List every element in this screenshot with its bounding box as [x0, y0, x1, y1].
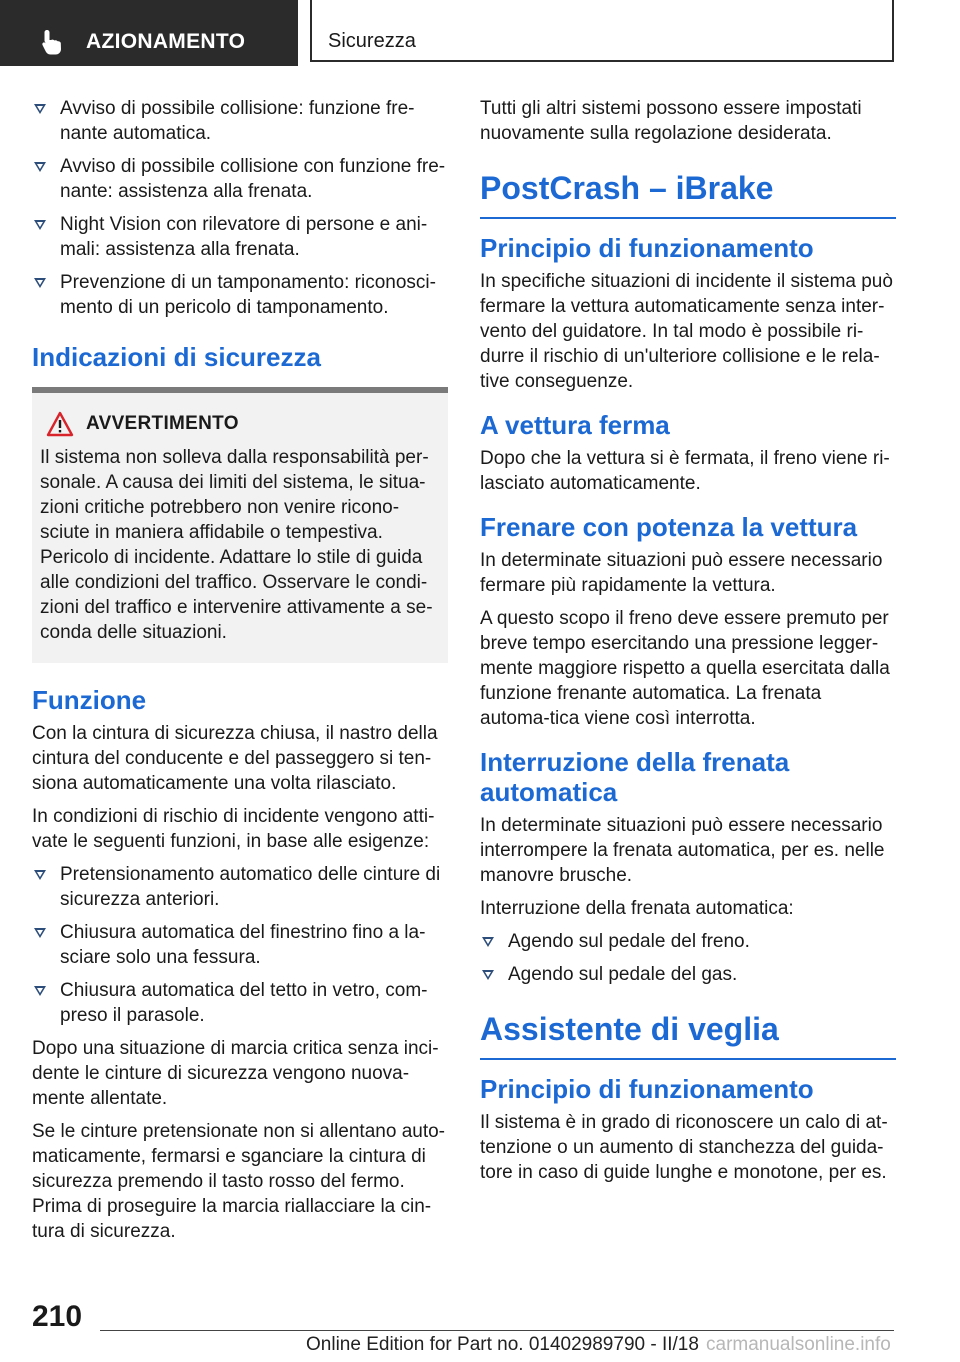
- stopped-heading: A vettura ferma: [480, 410, 670, 440]
- triangle-bullet-icon: [482, 970, 494, 980]
- list-item: Pretensionamento automatico delle cinture di sicurezza anteriori.: [32, 862, 448, 912]
- chapter-title: Sicurezza: [328, 30, 416, 52]
- attention-principle-heading: Principio di funzionamento: [480, 1074, 814, 1104]
- postcrash-heading: PostCrash – iBrake: [480, 170, 896, 219]
- principle-heading: Principio di funzionamento: [480, 233, 814, 263]
- warning-label: AVVERTIMENTO: [86, 413, 239, 434]
- page-header: [0, 0, 960, 66]
- safety-heading: Indicazioni di sicurezza: [32, 342, 321, 372]
- list-item: Agendo sul pedale del freno.: [480, 929, 896, 954]
- left-column: [32, 96, 448, 1252]
- page-number: 210: [32, 1300, 83, 1333]
- warning-title-row: [40, 411, 434, 437]
- interrupt-paragraph-2: Interruzione della frenata automatica:: [480, 898, 794, 919]
- brake-paragraph-2: A questo scopo il freno deve essere premuto per breve tempo esercitando una pressione legger-mente maggiore rispetto a quella esercitata dalla funzione frenante automatica. La frenata automa-tica viene così interrotta.: [480, 608, 890, 729]
- triangle-bullet-icon: [34, 278, 46, 288]
- watermark-text: carmanualsonline.info: [706, 1334, 891, 1355]
- function-paragraph-3: Dopo una situazione di marcia critica senza inci-dente le cinture di sicurezza vengono nuova-mente allentate.: [32, 1038, 439, 1109]
- triangle-bullet-icon: [34, 928, 46, 938]
- chapter-tab: [310, 0, 894, 62]
- list-item: Prevenzione di un tamponamento: riconosci-mento di un pericolo di tamponamento.: [32, 270, 448, 320]
- warning-triangle-icon: [46, 411, 74, 437]
- right-column: [480, 96, 896, 1193]
- triangle-bullet-icon: [482, 937, 494, 947]
- list-item: Agendo sul pedale del gas.: [480, 962, 896, 987]
- function-heading: Funzione: [32, 685, 147, 715]
- triangle-bullet-icon: [34, 104, 46, 114]
- section-tab: [0, 0, 298, 66]
- list-item: Chiusura automatica del tetto in vetro, com-preso il parasole.: [32, 978, 448, 1028]
- triangle-bullet-icon: [34, 162, 46, 172]
- stopped-paragraph: Dopo che la vettura si è fermata, il freno viene ri-lasciato automaticamente.: [480, 448, 890, 494]
- list-item: Avviso di possibile collisione con funzione fre-nante: assistenza alla frenata.: [32, 154, 448, 204]
- list-item: Avviso di possibile collisione: funzione fre-nante automatica.: [32, 96, 448, 146]
- warning-box: [32, 387, 448, 663]
- page-footer: [0, 1290, 960, 1362]
- triangle-bullet-icon: [34, 870, 46, 880]
- function-paragraph-1: Con la cintura di sicurezza chiusa, il nastro della cintura del conducente e del passeggero si ten-siona automaticamente una volta rilasciato.: [32, 723, 438, 794]
- attention-heading: Assistente di veglia: [480, 1011, 896, 1060]
- interrupt-paragraph-1: In determinate situazioni può essere necessario interrompere la frenata automatica, per es. nelle manovre brusche.: [480, 815, 885, 886]
- intro-bullet-list: [32, 96, 448, 320]
- function-paragraph-2: In condizioni di rischio di incidente vengono atti-vate le seguenti funzioni, in base alle esigenze:: [32, 806, 435, 852]
- list-item: Night Vision con rilevatore di persone e ani-mali: assistenza alla frenata.: [32, 212, 448, 262]
- brake-heading: Frenare con potenza la vettura: [480, 512, 858, 542]
- principle-paragraph: In specifiche situazioni di incidente il sistema può fermare la vettura automaticamente senza inter-vento del guidatore. In tal modo è possibile ri-durre il rischio di un'ulteriore collisione e le rela-tive conseguenze.: [480, 271, 893, 392]
- list-item: Chiusura automatica del finestrino fino a la-sciare solo una fessura.: [32, 920, 448, 970]
- intro-paragraph: Tutti gli altri sistemi possono essere impostati nuovamente sulla regolazione desiderata.: [480, 98, 862, 144]
- triangle-bullet-icon: [34, 986, 46, 996]
- interrupt-heading: Interruzione della frenata automatica: [480, 747, 790, 807]
- triangle-bullet-icon: [34, 220, 46, 230]
- function-paragraph-4: Se le cinture pretensionate non si allentano auto-maticamente, fermarsi e sganciare la cintura di sicurezza premendo il tasto rosso del fermo. Prima di proseguire la marcia riallacciare la cin-tura di sicurezza.: [32, 1121, 445, 1242]
- attention-paragraph: Il sistema è in grado di riconoscere un calo di at-tenzione o un aumento di stanchezza del guida-tore in caso di guide lunghe e monotone, per es.: [480, 1112, 888, 1183]
- footer-divider: [100, 1330, 894, 1331]
- section-title: AZIONAMENTO: [86, 30, 246, 53]
- brake-paragraph-1: In determinate situazioni può essere necessario fermare più rapidamente la vettura.: [480, 550, 883, 596]
- edition-text: Online Edition for Part no. 01402989790 - II/18: [306, 1334, 699, 1355]
- warning-text: Il sistema non solleva dalla responsabilità per-sonale. A causa dei limiti del sistema, le situa-zioni critiche potrebbero non venire ricono-sciute in maniera affidabile o tempestiva. Pericolo di incidente. Adattare lo stile di guida alle condizioni del traffico. Osservare le condi-zioni del traffico e intervenire attivamente a se-conda delle situazioni.: [40, 447, 433, 643]
- function-bullet-list: [32, 862, 448, 1028]
- hand-pointer-icon: [38, 28, 66, 56]
- interrupt-bullet-list: [480, 929, 896, 987]
